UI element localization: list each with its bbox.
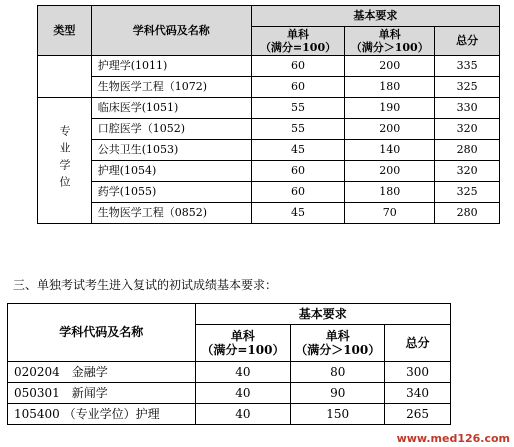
score-total: 280	[435, 203, 500, 224]
score-single-100: 60	[251, 77, 344, 98]
header-subject: 学科代码及名称	[8, 304, 196, 362]
score-total: 335	[435, 56, 500, 77]
group-type-cell	[38, 98, 92, 224]
table-row	[38, 182, 500, 203]
score-total: 280	[435, 140, 500, 161]
score-single-gt100: 200	[345, 119, 435, 140]
subject-name: 护理(1054)	[91, 161, 251, 182]
score-total: 320	[435, 119, 500, 140]
score-total: 325	[435, 182, 500, 203]
score-single-100: 40	[195, 383, 291, 404]
score-single-gt100: 90	[291, 383, 385, 404]
score-single-100: 40	[195, 404, 291, 425]
header-type: 类型	[38, 6, 92, 56]
table-row	[38, 77, 500, 98]
table-row	[38, 56, 500, 77]
header-total: 总分	[435, 27, 500, 56]
subject-name: 护理学(1011)	[91, 56, 251, 77]
subject-name: 105400 （专业学位）护理	[8, 404, 196, 425]
score-single-gt100: 180	[345, 77, 435, 98]
score-total: 330	[435, 98, 500, 119]
subject-name: 公共卫生(1053)	[91, 140, 251, 161]
header-single-100: 单科 （满分=100）	[251, 27, 344, 56]
score-single-100: 60	[251, 161, 344, 182]
table-row	[8, 362, 451, 383]
subject-name: 生物医学工程（0852)	[91, 203, 251, 224]
score-total: 325	[435, 77, 500, 98]
score-single-gt100: 70	[345, 203, 435, 224]
score-single-100: 60	[251, 56, 344, 77]
score-single-100: 40	[195, 362, 291, 383]
score-total: 320	[435, 161, 500, 182]
requirements-table-1	[37, 5, 500, 224]
table-row	[38, 140, 500, 161]
subject-name: 020204 金融学	[8, 362, 196, 383]
watermark-text: www.med126.com	[396, 432, 510, 445]
subject-name: 050301 新闻学	[8, 383, 196, 404]
header-single-gt100: 单科 （满分＞100）	[291, 325, 385, 362]
group-type-label: 专业学位	[57, 124, 71, 193]
score-single-gt100: 180	[345, 182, 435, 203]
score-single-100: 45	[251, 140, 344, 161]
score-single-100: 60	[251, 182, 344, 203]
score-single-gt100: 190	[345, 98, 435, 119]
subject-name: 口腔医学（1052)	[91, 119, 251, 140]
requirements-table-2	[7, 303, 451, 425]
header-subject: 学科代码及名称	[91, 6, 251, 56]
score-single-gt100: 200	[345, 56, 435, 77]
subject-name: 生物医学工程（1072)	[91, 77, 251, 98]
score-single-100: 55	[251, 98, 344, 119]
header-single-gt100: 单科 （满分＞100）	[345, 27, 435, 56]
group-type-cell	[38, 56, 92, 98]
score-total: 265	[385, 404, 451, 425]
header-basic-requirements: 基本要求	[251, 6, 499, 27]
subject-name: 药学(1055)	[91, 182, 251, 203]
header-single-100: 单科 （满分=100）	[195, 325, 291, 362]
table-row	[38, 203, 500, 224]
header-total: 总分	[385, 325, 451, 362]
section-title: 三、单独考试考生进入复试的初试成绩基本要求：	[13, 278, 278, 292]
header-basic-requirements: 基本要求	[195, 304, 450, 325]
score-single-100: 55	[251, 119, 344, 140]
score-single-100: 45	[251, 203, 344, 224]
table-row	[38, 98, 500, 119]
score-total: 340	[385, 383, 451, 404]
table-row	[38, 119, 500, 140]
table-row	[8, 383, 451, 404]
score-single-gt100: 200	[345, 161, 435, 182]
score-single-gt100: 150	[291, 404, 385, 425]
subject-name: 临床医学(1051)	[91, 98, 251, 119]
table-row	[8, 404, 451, 425]
table-row	[38, 161, 500, 182]
score-total: 300	[385, 362, 451, 383]
score-single-gt100: 80	[291, 362, 385, 383]
score-single-gt100: 140	[345, 140, 435, 161]
